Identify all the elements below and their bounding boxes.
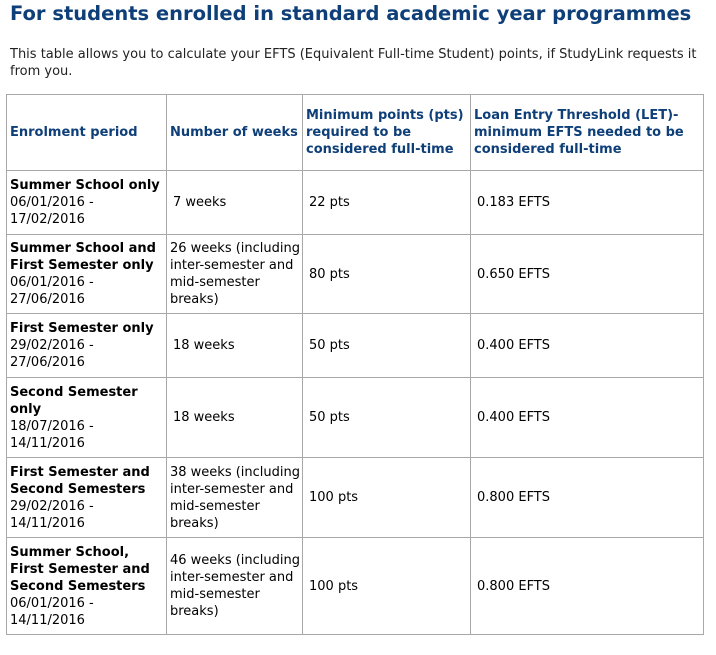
table-row [7, 235, 704, 314]
table-row [7, 378, 704, 458]
period-name: Summer School, First Semester and Second Semesters [10, 544, 150, 594]
efts-cell: 0.650 EFTS [471, 235, 704, 314]
header-number-of-weeks: Number of weeks [167, 95, 303, 171]
points-cell: 50 pts [303, 378, 471, 458]
table-row [7, 314, 704, 378]
table-row [7, 538, 704, 635]
period-cell [7, 235, 167, 314]
period-dates: 06/01/2016 - 27/06/2016 [10, 275, 94, 307]
efts-cell: 0.400 EFTS [471, 378, 704, 458]
intro-text: This table allows you to calculate your EFTS (Equivalent Full-time Student) points, if StudyLink requests it from you. [10, 47, 697, 79]
points-cell: 100 pts [303, 458, 471, 538]
table-row [7, 171, 704, 235]
weeks-text: 46 weeks (including inter-semester and mid-semester breaks) [170, 553, 301, 619]
points-cell: 22 pts [303, 171, 471, 235]
period-name: First Semester only [10, 321, 154, 336]
table-header-row [7, 95, 704, 171]
weeks-cell [167, 458, 303, 538]
header-loan-entry-threshold: Loan Entry Threshold (LET)- minimum EFTS needed to be considered full-time [471, 95, 704, 171]
efts-cell: 0.183 EFTS [471, 171, 704, 235]
points-cell: 80 pts [303, 235, 471, 314]
period-name: First Semester and Second Semesters [10, 464, 150, 497]
weeks-cell [167, 235, 303, 314]
points-cell: 50 pts [303, 314, 471, 378]
period-dates: 06/01/2016 - 17/02/2016 [10, 195, 94, 227]
points-cell: 100 pts [303, 538, 471, 635]
period-dates: 29/02/2016 - 27/06/2016 [10, 338, 94, 370]
period-dates: 06/01/2016 - 14/11/2016 [10, 595, 94, 628]
period-name: Second Semester only [10, 384, 138, 417]
efts-table [6, 94, 704, 635]
weeks-cell: 7 weeks [167, 171, 303, 235]
period-name: Summer School and First Semester only [10, 241, 156, 273]
efts-cell: 0.400 EFTS [471, 314, 704, 378]
efts-cell: 0.800 EFTS [471, 458, 704, 538]
period-cell [7, 538, 167, 635]
period-cell [7, 458, 167, 538]
weeks-text: 26 weeks (including inter-semester and mid-semester breaks) [170, 241, 301, 307]
weeks-text: 38 weeks (including inter-semester and mid-semester breaks) [170, 464, 301, 531]
header-minimum-points: Minimum points (pts) required to be considered full-time [303, 95, 471, 171]
period-cell [7, 171, 167, 235]
period-name: Summer School only [10, 178, 160, 193]
period-cell [7, 378, 167, 458]
period-dates: 18/07/2016 - 14/11/2016 [10, 418, 94, 451]
efts-cell: 0.800 EFTS [471, 538, 704, 635]
period-cell [7, 314, 167, 378]
weeks-cell: 18 weeks [167, 314, 303, 378]
table-row [7, 458, 704, 538]
weeks-cell [167, 538, 303, 635]
period-dates: 29/02/2016 - 14/11/2016 [10, 498, 94, 531]
page-title: For students enrolled in standard academic year programmes [10, 2, 692, 25]
weeks-cell: 18 weeks [167, 378, 303, 458]
header-enrolment-period: Enrolment period [7, 95, 167, 171]
